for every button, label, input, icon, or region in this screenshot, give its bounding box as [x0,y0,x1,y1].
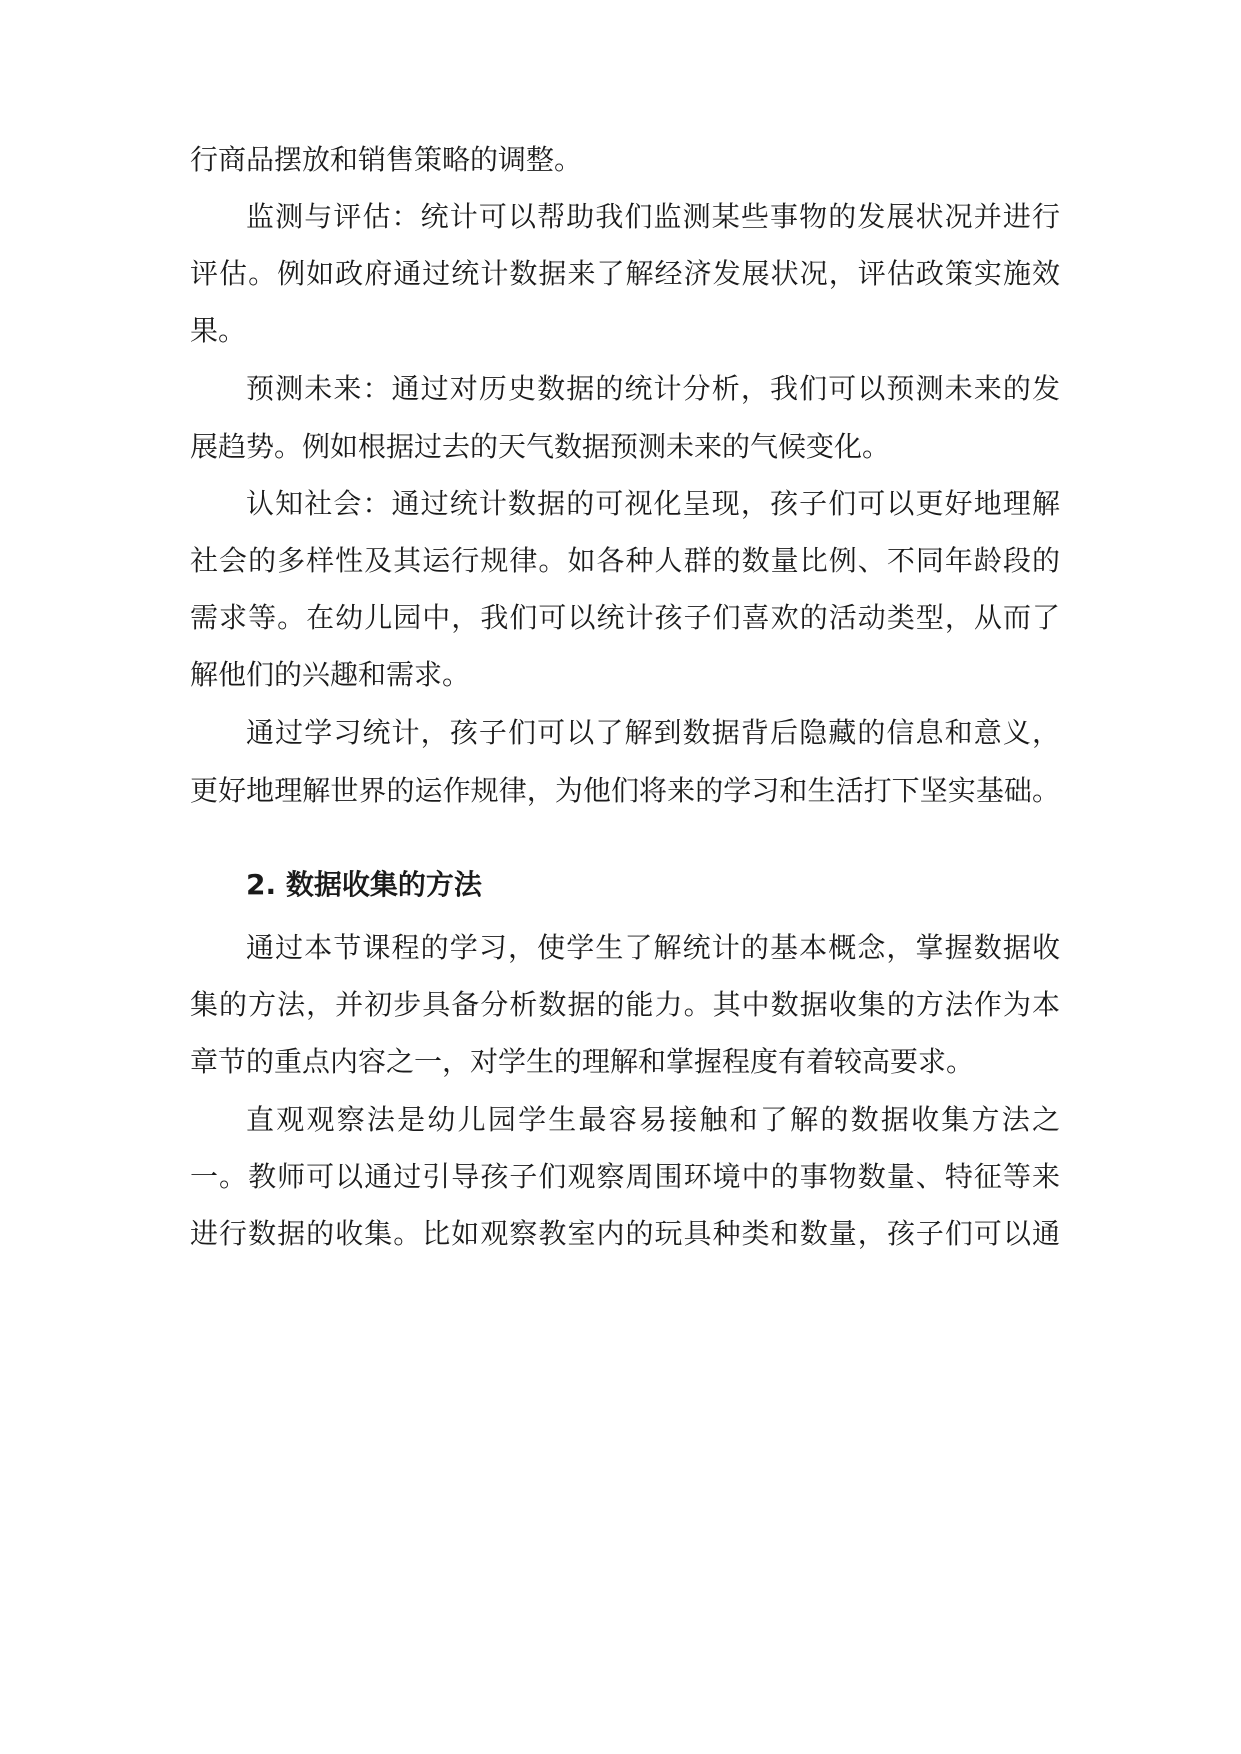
paragraph-line: 解他们的兴趣和需求。 [190,658,471,691]
paragraph-line: 行商品摆放和销售策略的调整。 [190,143,583,176]
paragraph-line: 一。教师可以通过引导孩子们观察周围环境中的事物数量、特征等来 [190,1160,1060,1193]
paragraph-line: 监测与评估：统计可以帮助我们监测某些事物的发展状况并进行 [246,200,1060,233]
paragraph-line: 集的方法，并初步具备分析数据的能力。其中数据收集的方法作为本 [190,988,1060,1021]
paragraph-line: 认知社会：通过统计数据的可视化呈现，孩子们可以更好地理解 [246,487,1060,520]
paragraph-line: 章节的重点内容之一，对学生的理解和掌握程度有着较高要求。 [190,1045,975,1078]
paragraph-line: 展趋势。例如根据过去的天气数据预测未来的气候变化。 [190,430,891,463]
paragraph-line: 需求等。在幼儿园中，我们可以统计孩子们喜欢的活动类型，从而了 [190,601,1060,634]
paragraph-line: 通过本节课程的学习，使学生了解统计的基本概念，掌握数据收 [246,931,1060,964]
paragraph-line: 预测未来：通过对历史数据的统计分析，我们可以预测未来的发 [246,372,1060,405]
section-heading: 2. 数据收集的方法 [246,868,482,901]
paragraph-line: 进行数据的收集。比如观察教室内的玩具种类和数量，孩子们可以通 [190,1217,1060,1250]
paragraph-line: 社会的多样性及其运行规律。如各种人群的数量比例、不同年龄段的 [190,544,1060,577]
paragraph-line: 果。 [190,314,247,347]
paragraph-line: 评估。例如政府通过统计数据来了解经济发展状况，评估政策实施效 [190,257,1060,290]
paragraph-line: 通过学习统计，孩子们可以了解到数据背后隐藏的信息和意义， [246,716,1060,749]
paragraph-line: 直观观察法是幼儿园学生最容易接触和了解的数据收集方法之 [246,1103,1060,1136]
paragraph-line: 更好地理解世界的运作规律，为他们将来的学习和生活打下坚实基础。 [190,774,1060,807]
